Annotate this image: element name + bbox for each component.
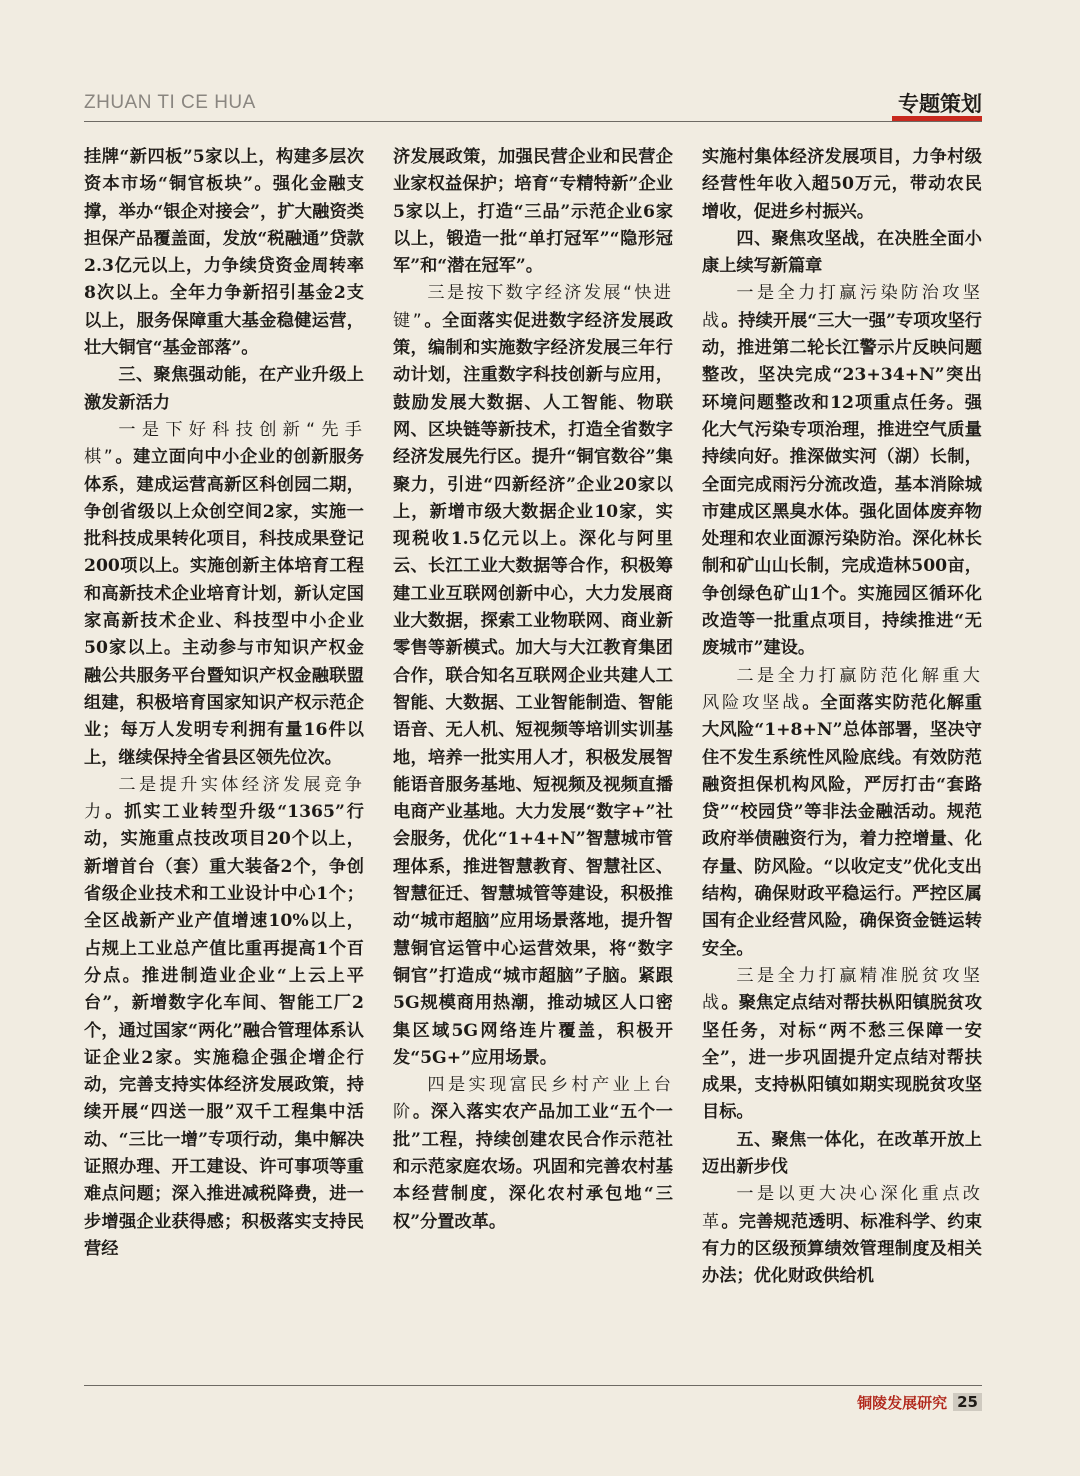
section-title: 专题策划: [898, 92, 982, 116]
paragraph: [702, 663, 982, 963]
paragraph-lead: 四是实现富民乡村产业上台阶: [393, 1075, 673, 1123]
page-footer: [857, 1390, 982, 1414]
section-pinyin: ZHUAN TI CE HUA: [84, 92, 256, 113]
paragraph-body: 。全面落实防范化解重大风险“1+8+N”总体部署，坚决守住不发生系统性风险底线。有效防范融资担保机构风险，严厉打击“套路贷”“校园贷”等非法金融活动。规范政府举债融资行为，着力控增量、化存量、防风险。“以收定支”优化支出结构，确保财政平稳运行。严控区属国有企业经营风险，确保资金链运转安全。: [702, 692, 982, 959]
section-heading: 五、聚焦一体化，在改革开放上迈出新步伐: [702, 1129, 982, 1177]
paragraph: [393, 1072, 673, 1236]
paragraph: [393, 280, 673, 1072]
paragraph: [702, 1181, 982, 1290]
paragraph-lead: 三是全力打赢精准脱贫攻坚战: [702, 965, 982, 1014]
text-column-3: [702, 144, 982, 1290]
paragraph-body: 。持续开展“三大一强”专项攻坚行动，推进第二轮长江警示片反映问题整改，坚决完成“23+34+N”突出环境问题整改和12项重点任务。强化大气污染专项治理，推进空气质量持续向好。推深做实河（湖）长制，全面完成雨污分流改造，基本消除城市建成区黑臭水体。强化固体废弃物处理和农业面源污染防治。深化林长制和矿山山长制，完成造林500亩，争创绿色矿山1个。实施园区循环化改造等一批重点项目，持续推进“无废城市”建设。: [702, 310, 982, 659]
text-column-2: [393, 144, 673, 1236]
paragraph: [702, 963, 982, 1127]
page-number: 25: [953, 1393, 982, 1411]
paragraph: [702, 280, 982, 662]
paragraph: [84, 417, 364, 772]
paragraph-lead: 二是提升实体经济发展竞争力: [84, 774, 364, 823]
journal-name: 铜陵发展研究: [857, 1393, 948, 1412]
paragraph-body: 。建立面向中小企业的创新服务体系，建成运营高新区科创园二期，争创省级以上众创空间2家，实施一批科技成果转化项目，科技成果登记200项以上。实施创新主体培育工程和高新技术企业培育计划，新认定国家高新技术企业、科技型中小企业50家以上。主动参与市知识产权金融公共服务平台暨知识产权金融联盟组建，积极培育国家知识产权示范企业；每万人发明专利拥有量16件以上，继续保持全省县区领先位次。: [84, 447, 364, 768]
paragraph-lead: 三是按下数字经济发展“快进键”: [393, 283, 673, 331]
paragraph-lead: 一是下好科技创新“先手棋”: [84, 419, 364, 468]
paragraph-lead: 一是以更大决心深化重点改革: [702, 1184, 982, 1232]
paragraph-lead: 一是全力打赢污染防治攻坚战: [702, 283, 982, 331]
section-heading: 四、聚焦攻坚战，在决胜全面小康上续写新篇章: [702, 228, 982, 277]
paragraph-body: 。深入落实农产品加工业“五个一批”工程，持续创建农民合作示范社和示范家庭农场。巩固和完善农村基本经营制度，深化农村承包地“三权”分置改革。: [393, 1102, 673, 1232]
page-header: [84, 88, 982, 122]
paragraph: 实施村集体经济发展项目，力争村级经营性年收入超50万元，带动农民增收，促进乡村振兴。: [702, 147, 982, 222]
text-column-1: [84, 144, 364, 1263]
paragraph: 挂牌“新四板”5家以上，构建多层次资本市场“铜官板块”。强化金融支撑，举办“银企对接会”，扩大融资类担保产品覆盖面，发放“税融通”贷款2.3亿元以上，力争续贷资金周转率8次以上。全年力争新招引基金2支以上，服务保障重大基金稳健运营，壮大铜官“基金部落”。: [84, 147, 364, 359]
paragraph-body: 。抓实工业转型升级“1365”行动，实施重点技改项目20个以上，新增首台（套）重大装备2个，争创省级企业技术和工业设计中心1个；全区战新产业产值增速10%以上，占规上工业总产值比重再提高1个百分点。推进制造业企业“上云上平台”，新增数字化车间、智能工厂2个，通过国家“两化”融合管理体系认证企业2家。实施稳企强企增企行动，完善支持实体经济发展政策，持续开展“四送一服”双千工程集中活动、“三比一增”专项行动，集中解决证照办理、开工建设、许可事项等重难点问题；深入推进减税降费，进一步增强企业获得感；积极落实支持民营经: [84, 802, 364, 1259]
paragraph-body: 。完善规范透明、标准科学、约束有力的区级预算绩效管理制度及相关办法；优化财政供给机: [702, 1211, 982, 1287]
footer-rule: [84, 1385, 982, 1386]
paragraph-body: 。聚焦定点结对帮扶枞阳镇脱贫攻坚任务，对标“两不愁三保障一安全”，进一步巩固提升定点结对帮扶成果，支持枞阳镇如期实现脱贫攻坚目标。: [702, 993, 982, 1123]
paragraph: 济发展政策，加强民营企业和民营企业家权益保护；培育“专精特新”企业5家以上，打造“三品”示范企业6家以上，锻造一批“单打冠军”“隐形冠军”和“潜在冠军”。: [393, 147, 673, 277]
paragraph-body: 。全面落实促进数字经济发展政策，编制和实施数字经济发展三年行动计划，注重数字科技创新与应用，鼓励发展大数据、人工智能、物联网、区块链等新技术，打造全省数字经济发展先行区。提升“铜官数谷”集聚力，引进“四新经济”企业20家以上，新增市级大数据企业10家，实现税收1.5亿元以上。深化与阿里云、长江工业大数据等合作，积极筹建工业互联网创新中心，大力发展商业大数据，探索工业物联网、商业新零售等新模式。加大与大江教育集团合作，联合知名互联网企业共建人工智能、大数据、工业智能制造、智能语音、无人机、短视频等培训实训基地，培养一批实用人才，积极发展智能语音服务基地、短视频及视频直播电商产业基地。大力发展“数字+”社会服务，优化“1+4+N”智慧城市管理体系，推进智慧教育、智慧社区、智慧征迁、智慧城管等建设，积极推动“城市超脑”应用场景落地，提升智慧铜官运管中心运营效果，将“数字铜官”打造成“城市超脑”子脑。紧跟5G规模商用热潮，推动城区人口密集区域5G网络连片覆盖，积极开发“5G+”应用场景。: [393, 310, 673, 1068]
header-rule: [84, 121, 982, 122]
paragraph-lead: 二是全力打赢防范化解重大风险攻坚战: [702, 665, 982, 713]
section-heading: 三、聚焦强动能，在产业升级上激发新活力: [84, 365, 364, 413]
paragraph: [84, 772, 364, 1263]
